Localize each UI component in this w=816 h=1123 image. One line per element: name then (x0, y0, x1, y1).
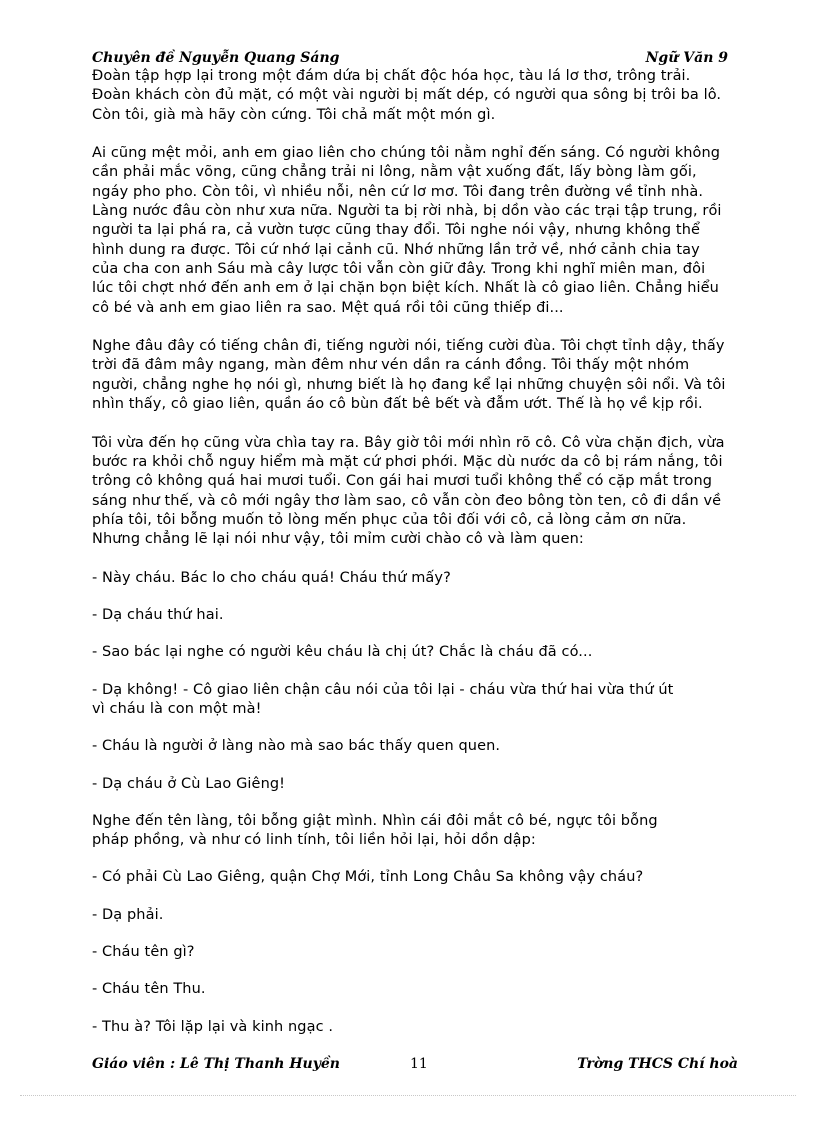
paragraph (92, 67, 742, 125)
text-line: pháp phồng, và như có linh tính, tôi liền hỏi lại, hỏi dồn dập: (92, 832, 536, 849)
text-line: người, chẳng nghe họ nói gì, nhưng biết là họ đang kể lại những chuyện sôi nổi. Và tôi (92, 376, 726, 393)
text-line: Làng nước đâu còn như xưa nữa. Người ta bị rời nhà, bị dồn vào các trại tập trung, rồi (92, 203, 722, 220)
text-line: bước ra khỏi chỗ nguy hiểm mà mặt cứ phơi phới. Mặc dù nước da cô bị rám nắng, tôi (92, 453, 723, 470)
paragraph (92, 144, 742, 318)
text-line: Đoàn khách còn đủ mặt, có một vài người bị mất dép, có người qua sông bị trôi ba lô. (92, 87, 722, 104)
paragraph (92, 434, 742, 550)
text-line: nhìn thấy, cô giao liên, quần áo cô bùn đất bê bết và đẫm ướt. Thế là họ về kịp rồi. (92, 396, 703, 413)
text-line: Còn tôi, già mà hãy còn cứng. Tôi chả mất một món gì. (92, 106, 496, 123)
dialogue-line: - Có phải Cù Lao Giêng, quận Chợ Mới, tỉnh Long Châu Sa không vậy cháu? (92, 869, 644, 886)
dialogue-line: - Cháu tên Thu. (92, 981, 206, 998)
page-number: 11 (410, 1056, 428, 1072)
dialogue-line: - Dạ phải. (92, 906, 164, 923)
dialogue-line: - Cháu là người ở làng nào mà sao bác thấy quen quen. (92, 738, 501, 755)
text-line: Nghe đâu đây có tiếng chân đi, tiếng người nói, tiếng cười đùa. Tôi chợt tỉnh dậy, thấy (92, 338, 725, 355)
page-bottom-divider (20, 1095, 796, 1096)
footer-school: Trờng THCS Chí hoà (577, 1056, 738, 1072)
header-topic: Chuyên đề Nguyễn Quang Sáng (92, 50, 340, 66)
text-line: người ta lại phá ra, cả vườn tược cũng thay đổi. Tôi nghe nói vậy, nhưng không thể (92, 222, 701, 239)
dialogue-line: - Dạ không! - Cô giao liên chận câu nói của tôi lại - cháu vừa thứ hai vừa thứ út (92, 681, 674, 698)
text-line: lúc tôi chợt nhớ đến anh em ở lại chặn bọn biệt kích. Nhất là cô giao liên. Chẳng hiểu (92, 280, 719, 297)
header-subject: Ngữ Văn 9 (645, 50, 728, 66)
text-line: cô bé và anh em giao liên ra sao. Mệt quá rồi tôi cũng thiếp đi... (92, 299, 564, 316)
document-body (92, 67, 742, 1037)
dialogue-line: - Thu à? Tôi lặp lại và kinh ngạc . (92, 1018, 334, 1035)
text-line: Nghe đến tên làng, tôi bỗng giật mình. Nhìn cái đôi mắt cô bé, ngực tôi bỗng (92, 812, 658, 829)
dialogue-line: - Này cháu. Bác lo cho cháu quá! Cháu thứ mấy? (92, 569, 451, 586)
paragraph (92, 681, 742, 720)
page-footer (92, 1056, 738, 1076)
text-line: ngáy pho pho. Còn tôi, vì nhiều nỗi, nên cứ lơ mơ. Tôi đang trên đường về tỉnh nhà. (92, 183, 704, 200)
dialogue-line: - Sao bác lại nghe có người kêu cháu là chị út? Chắc là cháu đã có... (92, 644, 593, 661)
dialogue-line: - Cháu tên gì? (92, 943, 195, 960)
paragraph (92, 812, 742, 851)
dialogue-line: vì cháu là con một mà! (92, 700, 262, 717)
text-line: cần phải mắc võng, cũng chẳng trải ni lông, nằm vật xuống đất, lấy bòng làm gối, (92, 164, 697, 181)
text-line: trời đã đâm mây ngang, màn đêm như vén dần ra cánh đồng. Tôi thấy một nhóm (92, 357, 690, 374)
footer-teacher: Giáo viên : Lê Thị Thanh Huyền (92, 1056, 340, 1072)
paragraph (92, 337, 742, 414)
text-line: Đoàn tập hợp lại trong một đám dứa bị chất độc hóa học, tàu lá lơ thơ, trông trải. (92, 68, 691, 84)
dialogue-line: - Dạ cháu thứ hai. (92, 607, 224, 624)
text-line: trông cô không quá hai mươi tuổi. Con gái hai mươi tuổi không thể có cặp mắt trong (92, 473, 713, 490)
text-line: Nhưng chẳng lẽ lại nói như vậy, tôi mỉm cười chào cô và làm quen: (92, 531, 584, 548)
text-line: hình dung ra được. Tôi cứ nhớ lại cảnh cũ. Nhớ những lần trở về, nhớ cảnh chia tay (92, 241, 700, 258)
text-line: Tôi vừa đến họ cũng vừa chìa tay ra. Bây giờ tôi mới nhìn rõ cô. Cô vừa chặn địch, vừa (92, 434, 725, 451)
text-line: Ai cũng mệt mỏi, anh em giao liên cho chúng tôi nằm nghỉ đến sáng. Có người không (92, 145, 721, 162)
text-line: của cha con anh Sáu mà cây lược tôi vẫn còn giữ đây. Trong khi nghĩ miên man, đôi (92, 260, 706, 277)
text-line: sáng như thế, và cô mới ngây thơ làm sao, cô vẫn còn đeo bông tòn ten, cô đi dần về (92, 492, 722, 509)
page-header (92, 50, 728, 68)
dialogue-line: - Dạ cháu ở Cù Lao Giêng! (92, 775, 286, 792)
text-line: phía tôi, tôi bỗng muốn tỏ lòng mến phục của tôi đối với cô, cả lòng cảm ơn nữa. (92, 511, 687, 528)
